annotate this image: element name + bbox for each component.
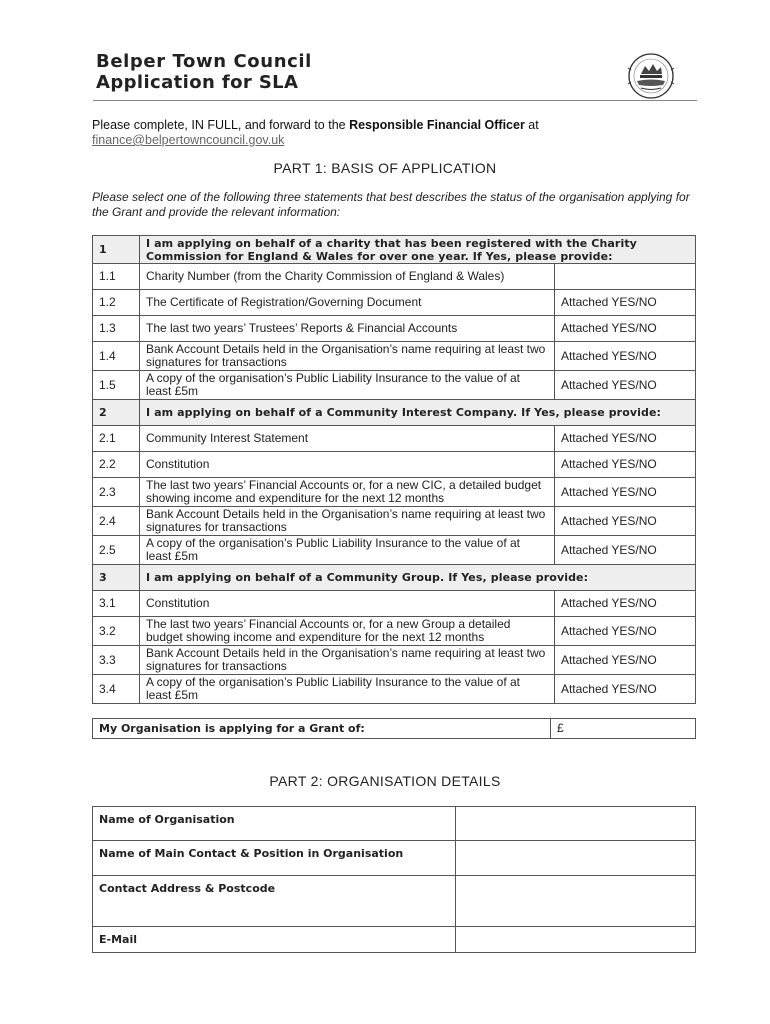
item-description: The last two years’ Financial Accounts or, for a new Group a detailed budget showing income and expenditure for the next 12 months [140,617,555,646]
item-number: 3.4 [93,675,140,704]
attached-yes-no[interactable]: Attached YES/NO [554,646,695,675]
section-statement[interactable]: I am applying on behalf of a Community Interest Company. If Yes, please provide: [140,400,696,426]
item-number: 1.1 [93,264,140,290]
section-row [93,565,696,591]
table-row [93,316,696,342]
item-number: 3.3 [93,646,140,675]
org-details-table [92,806,696,953]
part1-instructions: Please select one of the following three statements that best describes the status of the organisation applying for the Grant and provide the relevant information: [92,190,690,219]
section-number: 3 [93,565,140,591]
form-title: Application for SLA [96,72,299,93]
table-row [93,426,696,452]
org-name-label: Name of Organisation [93,807,456,841]
table-row [93,507,696,536]
section-statement[interactable]: I am applying on behalf of a charity that has been registered with the Charity Commission for England & Wales for over one year. If Yes, please provide: [140,236,696,264]
header-divider [93,100,697,101]
attached-yes-no[interactable]: Attached YES/NO [554,316,695,342]
attached-yes-no[interactable]: Attached YES/NO [554,536,695,565]
contact-address-field[interactable] [456,876,696,927]
section-number: 1 [93,236,140,264]
attached-yes-no[interactable]: Attached YES/NO [554,591,695,617]
attached-yes-no[interactable]: Attached YES/NO [554,342,695,371]
item-description: The last two years’ Financial Accounts or, for a new CIC, a detailed budget showing income and expenditure for the next 12 months [140,478,555,507]
table-row [93,591,696,617]
item-number: 2.4 [93,507,140,536]
council-crest-icon [627,52,675,100]
item-description: A copy of the organisation’s Public Liability Insurance to the value of at least £5m [140,675,555,704]
item-number: 3.1 [93,591,140,617]
item-description: Bank Account Details held in the Organisation’s name requiring at least two signatures for transactions [140,646,555,675]
table-row [93,646,696,675]
email-field[interactable] [456,927,696,953]
table-row [93,290,696,316]
item-description: The last two years’ Trustees’ Reports & Financial Accounts [140,316,555,342]
item-number: 2.2 [93,452,140,478]
section-row [93,400,696,426]
intro-text [92,118,692,148]
attached-yes-no[interactable]: Attached YES/NO [554,426,695,452]
grant-label: My Organisation is applying for a Grant of: [93,719,551,739]
main-contact-label: Name of Main Contact & Position in Organisation [93,841,456,876]
item-description: Bank Account Details held in the Organisation’s name requiring at least two signatures for transactions [140,342,555,371]
finance-email-link[interactable]: finance@belpertowncouncil.gov.uk [92,133,285,147]
table-row [93,617,696,646]
email-label: E-Mail [93,927,456,953]
item-number: 2.5 [93,536,140,565]
intro-rfo: Responsible Financial Officer [349,118,525,132]
section-row [93,236,696,264]
intro-tail: at [524,118,539,132]
attached-yes-no[interactable]: Attached YES/NO [554,290,695,316]
grant-table [92,718,696,739]
item-number: 1.4 [93,342,140,371]
intro-lead: Please complete, IN FULL, and forward to the [92,118,350,132]
attached-yes-no[interactable]: Attached YES/NO [554,371,695,400]
item-number: 2.1 [93,426,140,452]
main-contact-field[interactable] [456,841,696,876]
item-number: 1.3 [93,316,140,342]
item-description: Community Interest Statement [140,426,555,452]
item-description: A copy of the organisation’s Public Liability Insurance to the value of at least £5m [140,536,555,565]
section-statement[interactable]: I am applying on behalf of a Community Group. If Yes, please provide: [140,565,696,591]
item-description: A copy of the organisation’s Public Liability Insurance to the value of at least £5m [140,371,555,400]
item-description: Bank Account Details held in the Organisation’s name requiring at least two signatures for transactions [140,507,555,536]
table-row [93,478,696,507]
table-row [93,536,696,565]
table-row [93,342,696,371]
attached-yes-no[interactable]: Attached YES/NO [554,617,695,646]
attached-yes-no[interactable]: Attached YES/NO [554,675,695,704]
basis-table [92,235,696,704]
contact-address-label: Contact Address & Postcode [93,876,456,927]
item-number: 3.2 [93,617,140,646]
attached-yes-no[interactable]: Attached YES/NO [554,478,695,507]
grant-amount-field[interactable]: £ [551,719,696,739]
table-row [93,452,696,478]
item-description: Constitution [140,452,555,478]
table-row [93,675,696,704]
table-row [93,264,696,290]
section-number: 2 [93,400,140,426]
item-number: 1.5 [93,371,140,400]
item-number: 1.2 [93,290,140,316]
table-row [93,371,696,400]
part1-heading: PART 1: BASIS OF APPLICATION [273,160,497,176]
item-description: Charity Number (from the Charity Commission of England & Wales) [140,264,555,290]
attached-yes-no[interactable]: Attached YES/NO [554,452,695,478]
attached-yes-no[interactable]: Attached YES/NO [554,507,695,536]
item-description: The Certificate of Registration/Governing Document [140,290,555,316]
charity-number-field[interactable] [554,264,695,290]
org-name-field[interactable] [456,807,696,841]
council-name: Belper Town Council [96,51,312,72]
item-number: 2.3 [93,478,140,507]
part2-heading: PART 2: ORGANISATION DETAILS [269,773,501,789]
item-description: Constitution [140,591,555,617]
